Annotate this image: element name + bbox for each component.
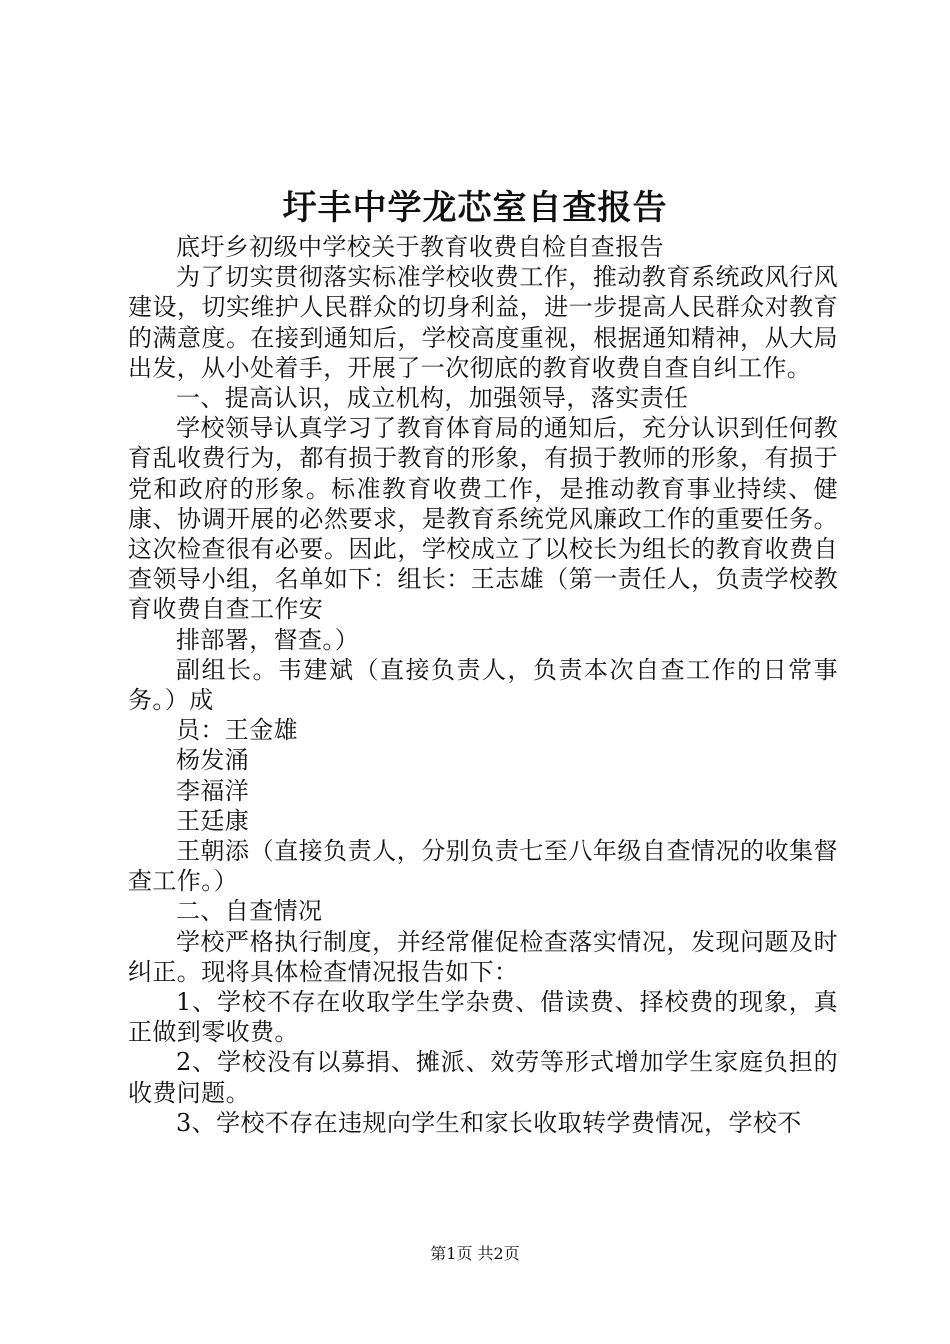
paragraph-item-2: 2、学校没有以募捐、摊派、效劳等形式增加学生家庭负担的收费问题。 xyxy=(128,1048,838,1107)
paragraph-inspection: 学校严格执行制度，并经常催促检查落实情况，发现问题及时纠正。现将具体检查情况报告如下： xyxy=(128,927,838,986)
paragraph-intro: 为了切实贯彻落实标准学校收费工作，推动教育系统政风行风建设，切实维护人民群众的切身利益，进一步提高人民群众对教育的满意度。在接到通知后，学校高度重视，根据通知精神，从大局出发，从小处着手，开展了一次彻底的教育收费自查自纠工作。 xyxy=(128,263,838,382)
paragraph-deputy-leader: 副组长。韦建斌（直接负责人，负责本次自查工作的日常事务。）成 xyxy=(128,655,838,715)
member-line: 杨发涌 xyxy=(176,746,250,775)
paragraph-item-1: 1、学校不存在收取学生学杂费、借读费、择校费的现象，真正做到零收费。 xyxy=(128,988,838,1047)
paragraph-arrangement: 排部署，督查。） xyxy=(176,625,360,654)
section-heading-2: 二、自查情况 xyxy=(176,897,323,926)
paragraph-leadership: 学校领导认真学习了教育体育局的通知后，充分认识到任何教育乱收费行为，都有损于教育的形象，有损于教师的形象，有损于党和政府的形象。标准教育收费工作，是推动教育事业持续、健康、协调开展的必然要求，是教育系统党风廉政工作的重要任务。这次检查很有必要。因此，学校成立了以校长为组长的教育收费自查领导小组，名单如下：组长：王志雄（第一责任人，负责学校教育收费自查工作安 xyxy=(128,414,838,624)
section-heading-1: 一、提高认识，成立机构，加强领导，落实责任 xyxy=(176,384,689,413)
paragraph-item-3: 3、学校不存在违规向学生和家长收取转学费情况，学校不 xyxy=(176,1108,802,1137)
member-line: 李福洋 xyxy=(176,776,250,805)
paragraph-member-duty: 王朝添（直接负责人，分别负责七至八年级自查情况的收集督查工作。） xyxy=(128,837,838,896)
member-line: 王廷康 xyxy=(176,806,250,835)
document-title: 圩丰中学龙芯室自查报告 xyxy=(282,188,668,228)
paragraph-subtitle: 底圩乡初级中学校关于教育收费自检自查报告 xyxy=(176,233,664,261)
member-line: 员：王金雄 xyxy=(176,716,298,745)
document-body xyxy=(128,232,838,1138)
page-footer: 第1页 共2页 xyxy=(430,1244,520,1263)
